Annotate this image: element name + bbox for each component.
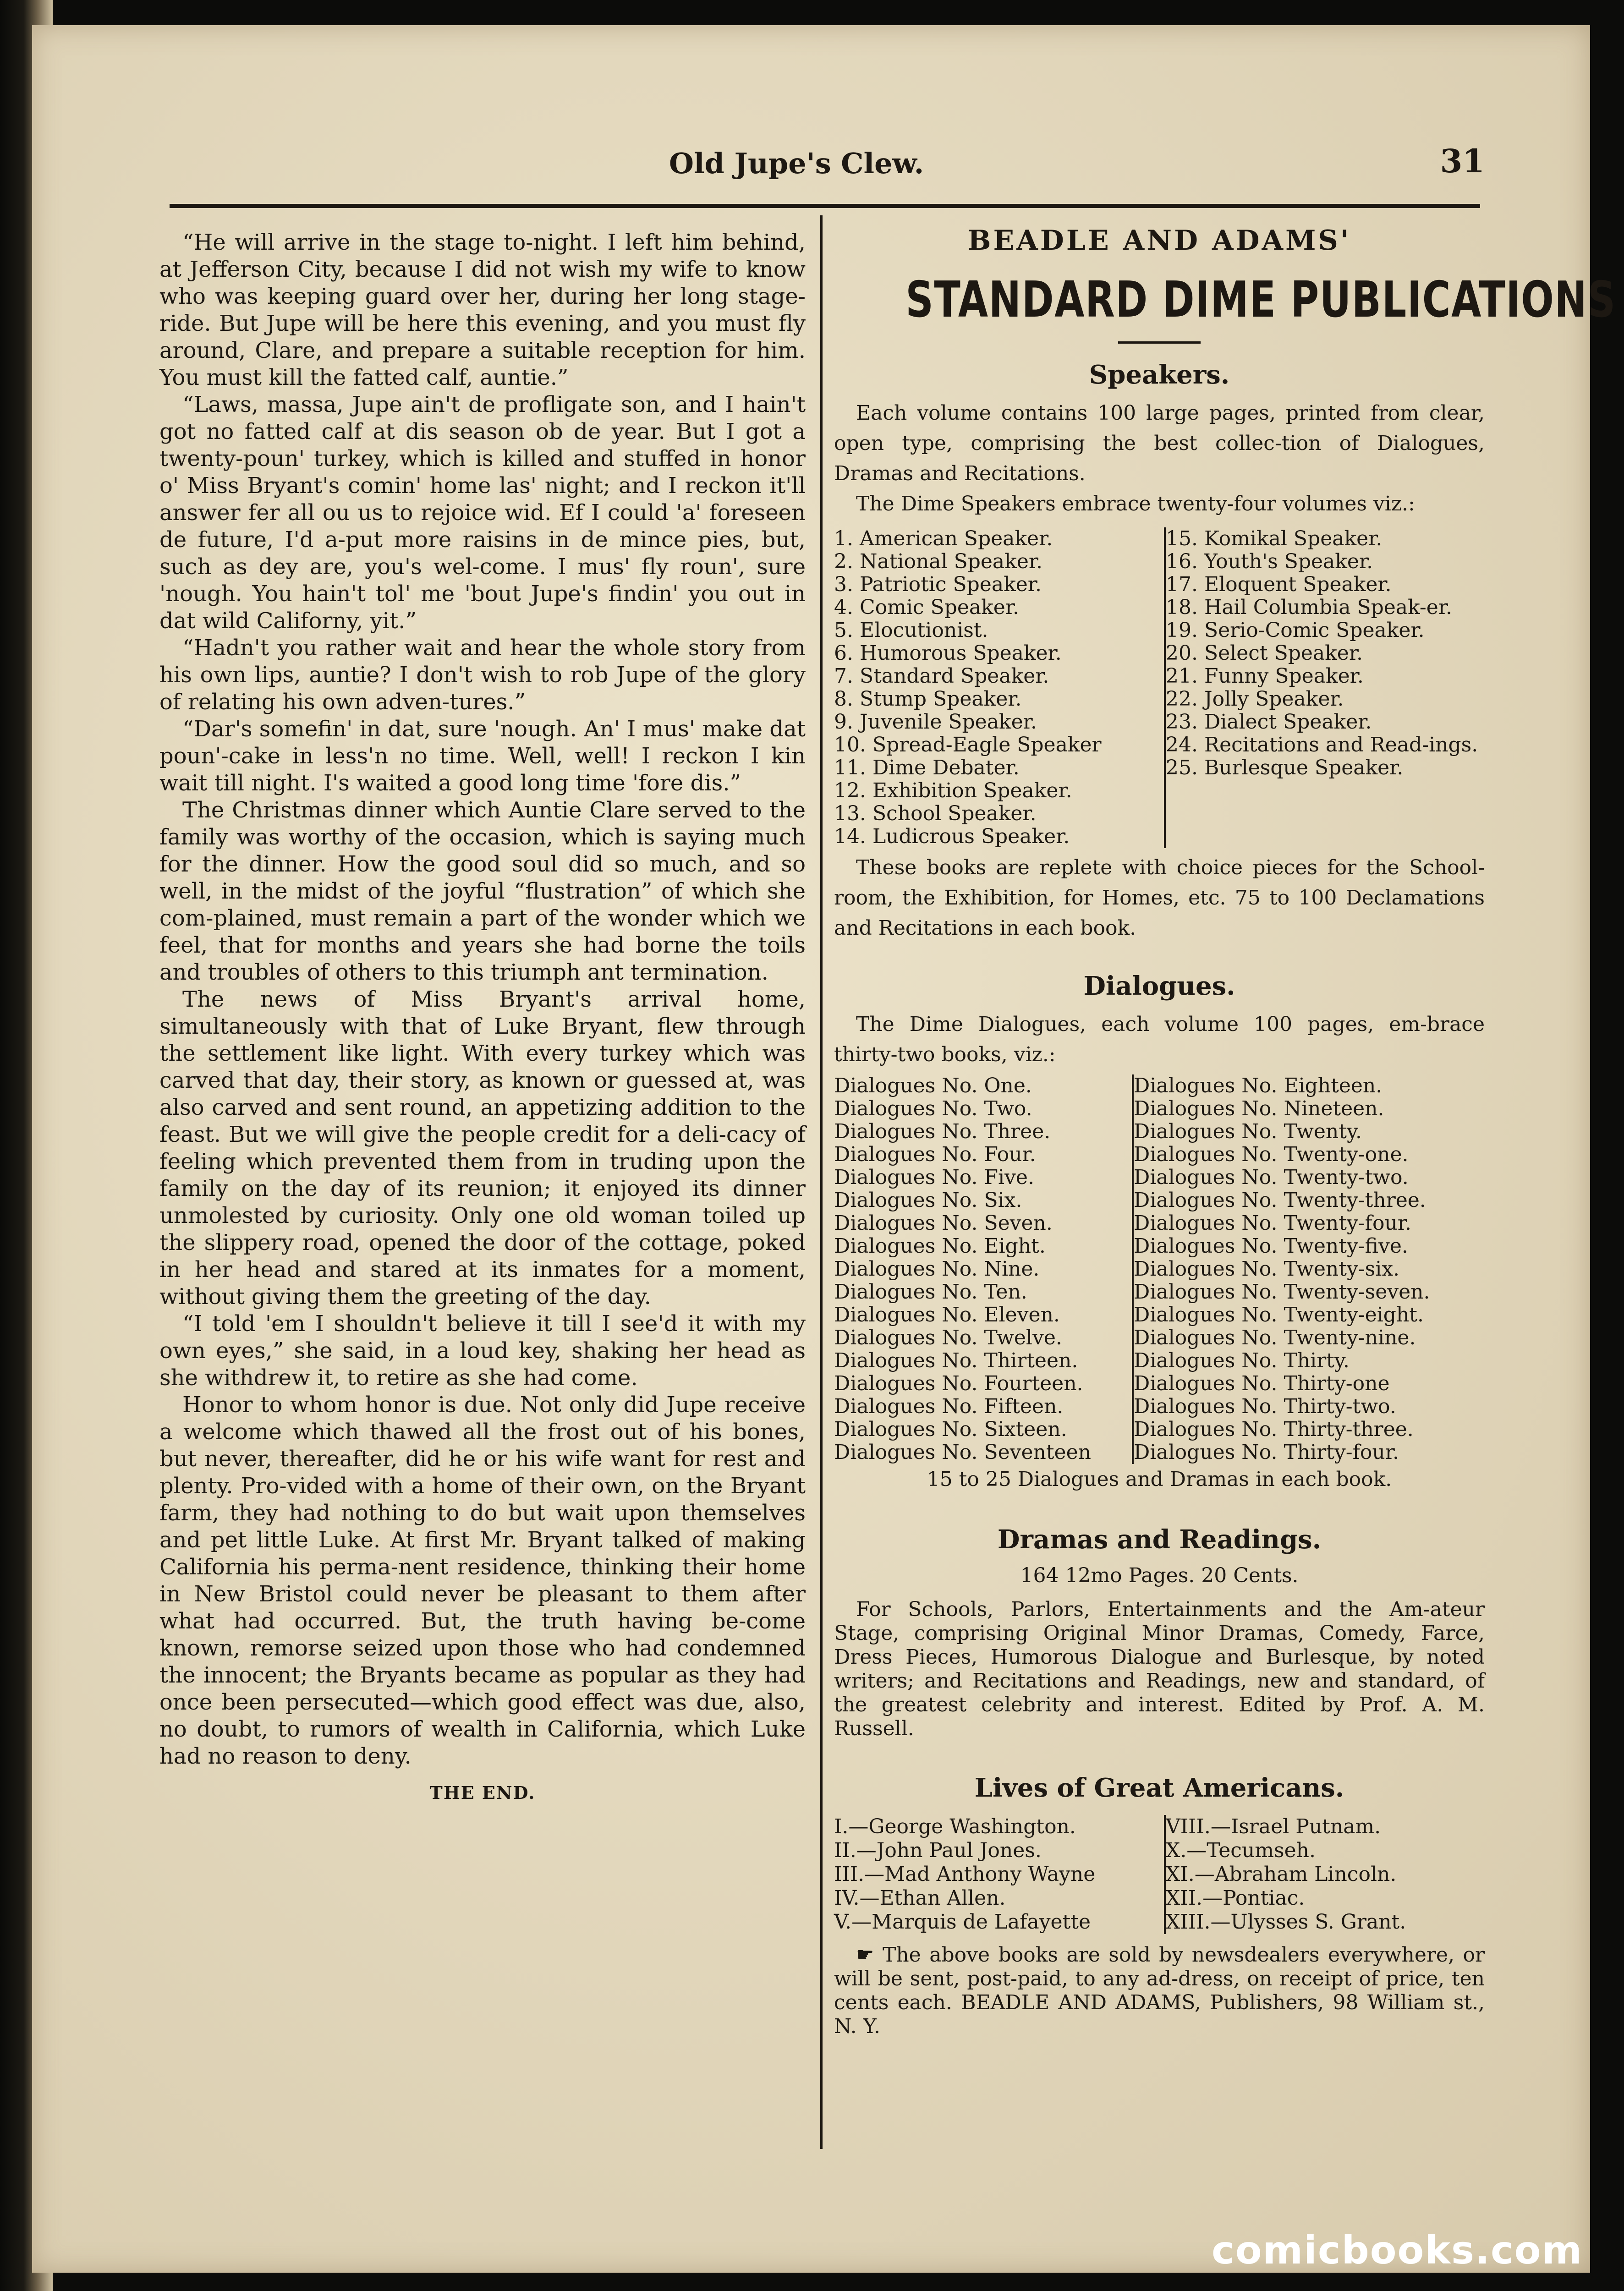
- biography-item: XIII.—Ulysses S. Grant.: [1166, 1910, 1406, 1934]
- speaker-item: 7. Standard Speaker.: [834, 664, 1049, 688]
- lives-list-right: [1166, 1815, 1485, 1934]
- running-title: Old Jupe's Clew.: [669, 147, 924, 180]
- dialogue-item: Dialogues No. Thirty-one: [1134, 1372, 1390, 1395]
- header-rule: [170, 204, 1480, 208]
- story-paragraph: The news of Miss Bryant's arrival home, simultaneously with that of Luke Bryant, flew through the settlement like light. With every turkey which was carved that day, their story, as known or guessed at, was also carved and sent round, an appetizing addition to the feast. But we will give the people credit for a deli-cacy of feeling which prevented them from in truding upon the family on the day of its reunion; it enjoyed its dinner unmolested by curiosity. Only one old woman toiled up the slippery road, opened the door of the cottage, poked in her head and stared at its inmates for a moment, without giving them the greeting of the day.: [159, 987, 806, 1310]
- biography-item: VIII.—Israel Putnam.: [1166, 1815, 1381, 1838]
- running-header: [137, 124, 1485, 192]
- dramas-subheading: 164 12mo Pages. 20 Cents.: [1020, 1564, 1299, 1587]
- speaker-item: 21. Funny Speaker.: [1166, 664, 1364, 688]
- biography-item: III.—Mad Anthony Wayne: [834, 1863, 1096, 1886]
- story-paragraph: The Christmas dinner which Auntie Clare served to the family was worthy of the occasion, which is saying much for the dinner. How the good soul did so much, and so well, in the midst of the joyful “flustration” of which she com-plained, must remain a part of the wonder which we feel, that for months and years she had borne the toils and troubles of others to this triumph ant termination.: [159, 797, 806, 985]
- page-number: 31: [1440, 142, 1485, 180]
- story-paragraph: “I told 'em I shouldn't believe it till I see'd it with my own eyes,” she said, in a loud key, shaking her head as she withdrew it, to retire as she had come.: [159, 1311, 806, 1391]
- dialogues-intro: The Dime Dialogues, each volume 100 pages, em-brace thirty-two books, viz.:: [834, 1013, 1485, 1066]
- dialogue-item: Dialogues No. Thirty-three.: [1134, 1418, 1414, 1441]
- speaker-item: 1. American Speaker.: [834, 527, 1053, 550]
- story-paragraph: Honor to whom honor is due. Not only did Jupe receive a welcome which thawed all the frost out of his bones, but never, thereafter, did he or his wife want for rest and plenty. Pro-vided with a home of their own, on the Bryant farm, they had nothing to do but wait upon themselves and pet little Luke. At first Mr. Bryant talked of making California his perma-nent residence, thinking their home in New Bristol could never be pleasant to them after what had occurred. But, the truth having be-come known, remorse seized upon those who had condemned the innocent; the Bryants became as popular as they had once been persecuted—which good effect was due, also, no doubt, to rumors of wealth in California, which Luke had no reason to deny.: [159, 1392, 806, 1769]
- dramas-text: For Schools, Parlors, Entertainments and the Am-ateur Stage, comprising Original Minor Dramas, Comedy, Farce, Dress Pieces, Humorous Dialogue and Burlesque, by noted writers; and Recitations and Readings, new and standard, of the greatest celebrity and interest. Edited by Prof. A. M. Russell.: [834, 1598, 1485, 1740]
- dialogues-outro: 15 to 25 Dialogues and Dramas in each book.: [927, 1468, 1392, 1491]
- speakers-intro: Each volume contains 100 large pages, printed from clear, open type, comprising the best collec-tion of Dialogues, Dramas and Recitations.: [834, 401, 1485, 485]
- dialogue-item: Dialogues No. Four.: [834, 1143, 1036, 1166]
- column-divider: [820, 215, 823, 2149]
- speaker-item: 2. National Speaker.: [834, 550, 1043, 573]
- speaker-item: 12. Exhibition Speaker.: [834, 779, 1072, 802]
- speaker-item: 17. Eloquent Speaker.: [1166, 573, 1392, 596]
- speaker-item: 11. Dime Debater.: [834, 756, 1020, 779]
- speaker-item: 18. Hail Columbia Speak-er.: [1166, 596, 1453, 619]
- dialogue-item: Dialogues No. Seven.: [834, 1211, 1053, 1235]
- speakers-outro: These books are replete with choice pieces for the School-room, the Exhibition, for Homes, etc. 75 to 100 Declamations and Recitations in each book.: [834, 856, 1485, 940]
- dialogue-item: Dialogues No. Nine.: [834, 1257, 1040, 1281]
- speaker-item: 6. Humorous Speaker.: [834, 641, 1062, 665]
- speaker-item: 14. Ludicrous Speaker.: [834, 825, 1070, 848]
- story-paragraph: “He will arrive in the stage to-night. I left him behind, at Jefferson City, because I did not wish my wife to know who was keeping guard over her, during her long stage-ride. But Jupe will be here this evening, and you must fly around, Clare, and prepare a suitable reception for him. You must kill the fatted calf, auntie.”: [159, 230, 806, 390]
- dialogue-item: Dialogues No. Five.: [834, 1166, 1034, 1189]
- dialogues-heading: Dialogues.: [1083, 971, 1235, 1001]
- dialogue-item: Dialogues No. Twenty-nine.: [1134, 1326, 1416, 1349]
- speaker-item: 13. School Speaker.: [834, 802, 1037, 825]
- dialogues-list-left: [834, 1074, 1132, 1464]
- story-column: [159, 229, 806, 1806]
- speakers-intro-2: The Dime Speakers embrace twenty-four volumes viz.:: [856, 492, 1415, 515]
- speaker-item: 25. Burlesque Speaker.: [1166, 756, 1404, 779]
- dialogue-item: Dialogues No. Seventeen: [834, 1441, 1091, 1464]
- watermark: comicbooks.com: [1212, 2228, 1583, 2273]
- speaker-item: 24. Recitations and Read-ings.: [1166, 733, 1478, 756]
- biography-item: V.—Marquis de Lafayette: [834, 1910, 1091, 1934]
- dialogue-item: Dialogues No. Six.: [834, 1189, 1022, 1212]
- dialogue-item: Dialogues No. Ten.: [834, 1280, 1027, 1304]
- speaker-item: 16. Youth's Speaker.: [1166, 550, 1373, 573]
- speakers-list-left: [834, 527, 1164, 848]
- speakers-list: [834, 527, 1485, 848]
- dialogue-item: Dialogues No. Twenty-two.: [1134, 1166, 1409, 1189]
- speakers-heading: Speakers.: [1089, 360, 1230, 390]
- dialogue-item: Dialogues No. Nineteen.: [1134, 1097, 1384, 1120]
- footer-publisher: BEADLE AND ADAMS,: [961, 1991, 1201, 2014]
- dialogue-item: Dialogues No. Two.: [834, 1097, 1032, 1120]
- dialogue-item: Dialogues No. Twenty-four.: [1134, 1211, 1411, 1235]
- dialogues-list: [834, 1074, 1485, 1464]
- dialogue-item: Dialogues No. Fourteen.: [834, 1372, 1083, 1395]
- dialogue-item: Dialogues No. Twenty-three.: [1134, 1189, 1426, 1212]
- publications-title: STANDARD DIME PUBLICATIONS: [905, 271, 1616, 329]
- lives-heading: Lives of Great Americans.: [974, 1773, 1344, 1803]
- biography-item: I.—George Washington.: [834, 1815, 1076, 1838]
- title-rule: [1118, 341, 1201, 344]
- story-paragraph: “Laws, massa, Jupe ain't de profligate son, and I hain't got no fatted calf at dis season ob de year. But I got a twenty-poun' turkey, which is killed and stuffed in honor o' Miss Bryant's comin' home las' night; and I reckon it'll answer fer all ou us to rejoice wid. Ef I could 'a' foreseen de future, I'd a-put more raisins in de mince pies, but, such as dey are, you's wel-come. I mus' fly roun', sure 'nough. You hain't tol' me 'bout Jupe's findin' you out in dat wild Californy, yit.”: [159, 392, 806, 634]
- dialogue-item: Dialogues No. Thirty-two.: [1134, 1395, 1396, 1418]
- speaker-item: 20. Select Speaker.: [1166, 641, 1363, 665]
- speaker-item: 3. Patriotic Speaker.: [834, 573, 1042, 596]
- story-paragraph: “Hadn't you rather wait and hear the whole story from his own lips, auntie? I don't wish to rob Jupe of the glory of relating his own adven-tures.”: [159, 635, 806, 715]
- dialogue-item: Dialogues No. Sixteen.: [834, 1418, 1067, 1441]
- story-paragraph: “Dar's somefin' in dat, sure 'nough. An' I mus' make dat poun'-cake in less'n no time. Well, well! I reckon I kin wait till night. I's waited a good long time 'fore dis.”: [159, 716, 806, 796]
- speaker-item: 10. Spread-Eagle Speaker: [834, 733, 1102, 756]
- dialogue-item: Dialogues No. Twenty-five.: [1134, 1234, 1408, 1258]
- pointing-hand-icon: ☛: [856, 1943, 874, 1967]
- dialogue-item: Dialogues No. Twenty.: [1134, 1120, 1362, 1143]
- speaker-item: 5. Elocutionist.: [834, 619, 988, 642]
- dramas-heading: Dramas and Readings.: [997, 1524, 1322, 1555]
- dialogue-item: Dialogues No. Twelve.: [834, 1326, 1062, 1349]
- advertisement-column: [834, 220, 1616, 2039]
- dialogue-item: Dialogues No. Twenty-seven.: [1134, 1280, 1430, 1304]
- dialogue-item: Dialogues No. Twenty-eight.: [1134, 1303, 1424, 1326]
- dialogue-item: Dialogues No. Thirteen.: [834, 1349, 1078, 1372]
- lives-list-left: [834, 1815, 1166, 1934]
- dialogue-item: Dialogues No. One.: [834, 1074, 1032, 1097]
- biography-item: II.—John Paul Jones.: [834, 1839, 1042, 1862]
- speaker-item: 15. Komikal Speaker.: [1166, 527, 1383, 550]
- publisher-name: BEADLE AND ADAMS': [967, 225, 1351, 257]
- speaker-item: 19. Serio-Comic Speaker.: [1166, 619, 1425, 642]
- speaker-item: 23. Dialect Speaker.: [1166, 710, 1372, 734]
- dialogue-item: Dialogues No. Thirty.: [1134, 1349, 1350, 1372]
- the-end: THE END.: [429, 1782, 536, 1803]
- dialogue-item: Dialogues No. Eleven.: [834, 1303, 1060, 1326]
- speaker-item: 9. Juvenile Speaker.: [834, 710, 1037, 734]
- dialogues-list-right: [1132, 1074, 1485, 1464]
- biography-item: X.—Tecumseh.: [1166, 1839, 1316, 1862]
- footer-address: Publishers, 98 William st., N. Y.: [834, 1991, 1485, 2038]
- lives-list: [834, 1815, 1485, 1934]
- footer-text: The above books are sold by newsdealers everywhere, or will be sent, post-paid, to any ad-dress, on receipt of price, ten cents each.: [834, 1943, 1485, 2014]
- biography-item: XI.—Abraham Lincoln.: [1166, 1863, 1397, 1886]
- dialogue-item: Dialogues No. Three.: [834, 1120, 1051, 1143]
- dialogue-item: Dialogues No. Thirty-four.: [1134, 1441, 1399, 1464]
- biography-item: IV.—Ethan Allen.: [834, 1886, 1006, 1910]
- dialogue-item: Dialogues No. Fifteen.: [834, 1395, 1064, 1418]
- dialogue-item: Dialogues No. Twenty-one.: [1134, 1143, 1409, 1166]
- dialogue-item: Dialogues No. Eighteen.: [1134, 1074, 1383, 1097]
- biography-item: XII.—Pontiac.: [1166, 1886, 1305, 1910]
- footer-notice: [834, 1943, 1485, 2039]
- speakers-list-right: [1164, 527, 1485, 848]
- speaker-item: 22. Jolly Speaker.: [1166, 687, 1344, 711]
- speaker-item: 8. Stump Speaker.: [834, 687, 1022, 711]
- speaker-item: 4. Comic Speaker.: [834, 596, 1020, 619]
- dialogue-item: Dialogues No. Eight.: [834, 1234, 1046, 1258]
- dialogue-item: Dialogues No. Twenty-six.: [1134, 1257, 1400, 1281]
